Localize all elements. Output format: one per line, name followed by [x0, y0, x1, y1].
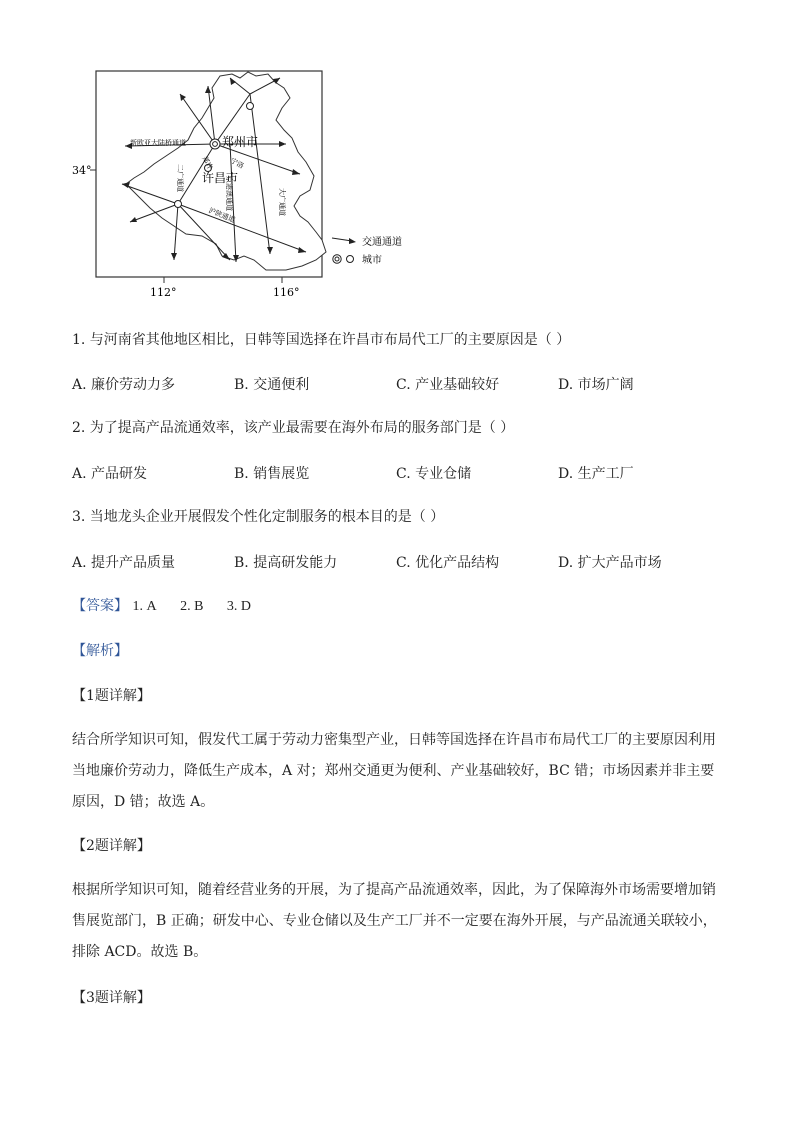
answer-item: 1. A — [132, 599, 157, 614]
zhengzhou-label: 郑州市 — [222, 135, 259, 149]
question-3: 3. 当地龙头企业开展假发个性化定制服务的根本目的是（ ） — [72, 509, 445, 525]
legend-city-label: 城市 — [362, 255, 382, 266]
q2-option-b: B. 销售展览 — [234, 466, 310, 482]
answer-label: 【答案】 — [72, 598, 128, 614]
henan-map — [70, 64, 430, 304]
detail-2-line-1: 根据所学知识可知，随着经营业务的开展，为了提高产品流通效率，因此，为了保障海外市场需要增加销 — [72, 882, 716, 898]
legend-city-icon — [333, 255, 341, 263]
question-1: 1. 与河南省其他地区相比，日韩等国选择在许昌市布局代工厂的主要原因是（ ） — [72, 332, 571, 348]
detail-1-line-3: 原因，D 错；故选 A。 — [72, 794, 215, 810]
q1-option-a: A. 廉价劳动力多 — [72, 377, 176, 393]
q2-option-c: C. 专业仓储 — [396, 466, 472, 482]
map-legend — [332, 235, 402, 266]
city-marker — [175, 201, 182, 208]
detail-2-body — [72, 875, 724, 968]
question-2: 2. 为了提高产品流通效率，该产业最需要在海外布局的服务部门是（ ） — [72, 420, 515, 436]
detail-1-heading: 【1题详解】 — [72, 688, 151, 704]
q3-option-c: C. 优化产品结构 — [396, 555, 500, 571]
henan-map-figure — [70, 64, 430, 304]
zhengzhou-marker — [210, 139, 220, 149]
answer-item: 2. B — [180, 599, 204, 614]
q2-option-a: A. 产品研发 — [72, 466, 148, 482]
detail-1-line-1: 结合所学知识可知，假发代工属于劳动力密集型产业，日韩等国选择在许昌市布局代工厂的主要原因利用 — [72, 732, 716, 748]
analysis-label: 【解析】 — [72, 643, 128, 659]
q3-option-d: D. 扩大产品市场 — [558, 555, 662, 571]
route-label-erguang: 二广通道 — [176, 164, 184, 192]
route-label-huyu: 沪陕通道 — [207, 206, 237, 225]
answer-items — [132, 599, 271, 614]
question-3-options — [72, 552, 712, 572]
q1-option-c: C. 产业基础较好 — [396, 377, 500, 393]
detail-1-line-2: 当地廉价劳动力，降低生产成本，A 对；郑州交通更为便利、产业基础较好，BC 错；市场因素并非主要 — [72, 763, 715, 779]
lon-label-112: 112° — [150, 286, 177, 299]
detail-3-heading: 【3题详解】 — [72, 990, 151, 1006]
legend-route-label: 交通通道 — [362, 237, 402, 248]
q1-option-d: D. 市场广阔 — [558, 377, 634, 393]
answer-line — [72, 596, 271, 617]
question-1-options — [72, 374, 712, 394]
route-label-xinou: 新欧亚大陆桥通道 — [130, 139, 186, 147]
detail-2-heading: 【2题详解】 — [72, 838, 151, 854]
detail-1-body — [72, 725, 724, 818]
detail-2-line-2: 售展览部门，B 正确；研发中心、专业仓储以及生产工厂并不一定要在海外开展，与产品流通关联较小， — [72, 913, 717, 929]
q3-option-b: B. 提高研发能力 — [234, 555, 338, 571]
detail-2-line-3: 排除 ACD。故选 B。 — [72, 944, 208, 960]
q1-option-b: B. 交通便利 — [234, 377, 310, 393]
xuchang-label: 许昌市 — [202, 171, 239, 185]
question-2-options — [72, 463, 712, 483]
route-label-jinggang: 京港澳通道 — [225, 176, 233, 211]
lat-label: 34° — [72, 164, 92, 177]
q2-option-d: D. 生产工厂 — [558, 466, 634, 482]
route-label-liancheng: 宁洛 — [229, 156, 246, 171]
route-label-zhengxu: 郑许 — [200, 155, 215, 172]
lon-label-116: 116° — [273, 286, 300, 299]
city-marker — [247, 103, 254, 110]
q3-option-a: A. 提升产品质量 — [72, 555, 176, 571]
route-label-daguang: 大广通道 — [278, 188, 286, 216]
answer-item: 3. D — [226, 599, 252, 614]
